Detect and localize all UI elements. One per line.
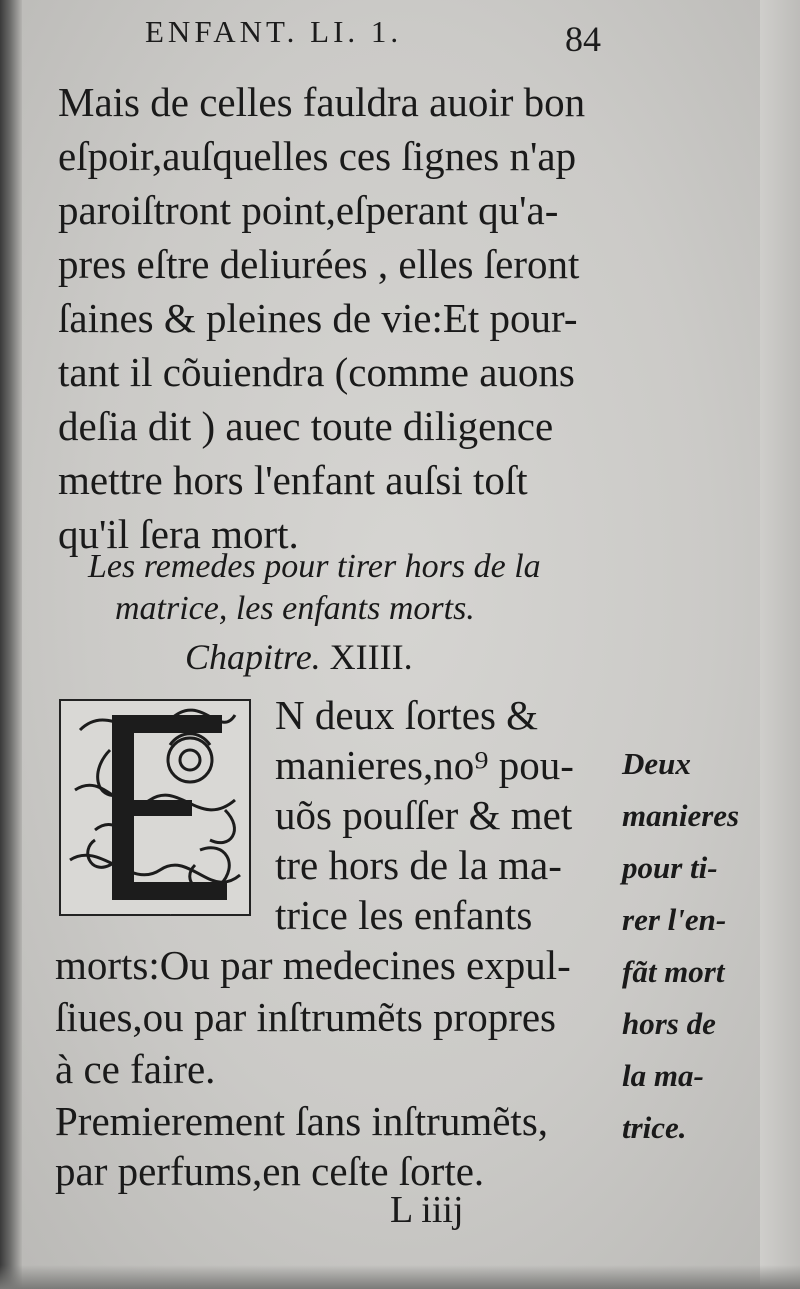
binding-edge [0, 0, 22, 1289]
section-heading-line-1: Les remedes pour tirer hors de la [88, 548, 541, 585]
floral-ornament-icon [50, 690, 260, 925]
page-shadow [0, 1265, 800, 1289]
margin-note [622, 738, 782, 1154]
text-line: ſaines & pleines de vie:Et pour- [58, 295, 578, 341]
decorated-initial [50, 690, 260, 925]
margin-note-line: trice. [622, 1110, 687, 1145]
margin-note-line: pour ti- [622, 850, 718, 885]
paragraph-line: Premierement ſans inſtrumẽts, [55, 1098, 549, 1144]
paragraph-line: trice les enfants [275, 892, 533, 938]
text-line: tant il cõuiendra (comme auons [58, 349, 575, 395]
margin-note-line: rer l'en- [622, 902, 727, 937]
body-text [58, 75, 628, 561]
chapter-number: XIIII. [329, 637, 413, 677]
margin-note-line: manieres [622, 798, 740, 833]
chapter-heading [185, 636, 413, 678]
margin-note-line: fãt mort [622, 954, 725, 989]
paragraph-line: ſiues,ou par inſtrumẽts propres [55, 994, 557, 1040]
text-line: mettre hors l'enfant auſsi toſt [58, 457, 528, 503]
paragraph-line: morts:Ou par medecines expul- [55, 942, 571, 988]
paragraph-line: uõs pouſſer & met [275, 792, 573, 838]
page-number: 84 [565, 19, 601, 59]
text-line: paroiſtront point,eſperant qu'a- [58, 187, 559, 233]
text-line: deſia dit ) auec toute diligence [58, 403, 554, 449]
margin-note-line: la ma- [622, 1058, 704, 1093]
text-line: qu'il ſera mort. [58, 511, 299, 557]
section-heading-line-2: matrice, les enfants morts. [115, 590, 475, 627]
paragraph-line: manieres,no⁹ pou- [275, 742, 574, 788]
paragraph-line: N deux ſortes & [275, 692, 539, 738]
paragraph-line: tre hors de la ma- [275, 842, 562, 888]
margin-note-line: Deux [622, 746, 691, 781]
margin-note-line: hors de [622, 1006, 716, 1041]
text-line: eſpoir,auſquelles ces ſignes n'ap [58, 133, 577, 179]
running-head: ENFANT. LI. 1. [145, 14, 403, 49]
chapter-label: Chapitre. [185, 637, 321, 677]
text-line: Mais de celles fauldra auoir bon [58, 79, 586, 125]
initial-letter: E [170, 915, 171, 916]
paragraph-line: par perfums,en ceſte ſorte. [55, 1148, 485, 1194]
text-line: pres eſtre deliurées , elles ſeront [58, 241, 580, 287]
signature-mark: L iiij [390, 1189, 464, 1231]
paragraph-line: à ce faire. [55, 1046, 216, 1092]
